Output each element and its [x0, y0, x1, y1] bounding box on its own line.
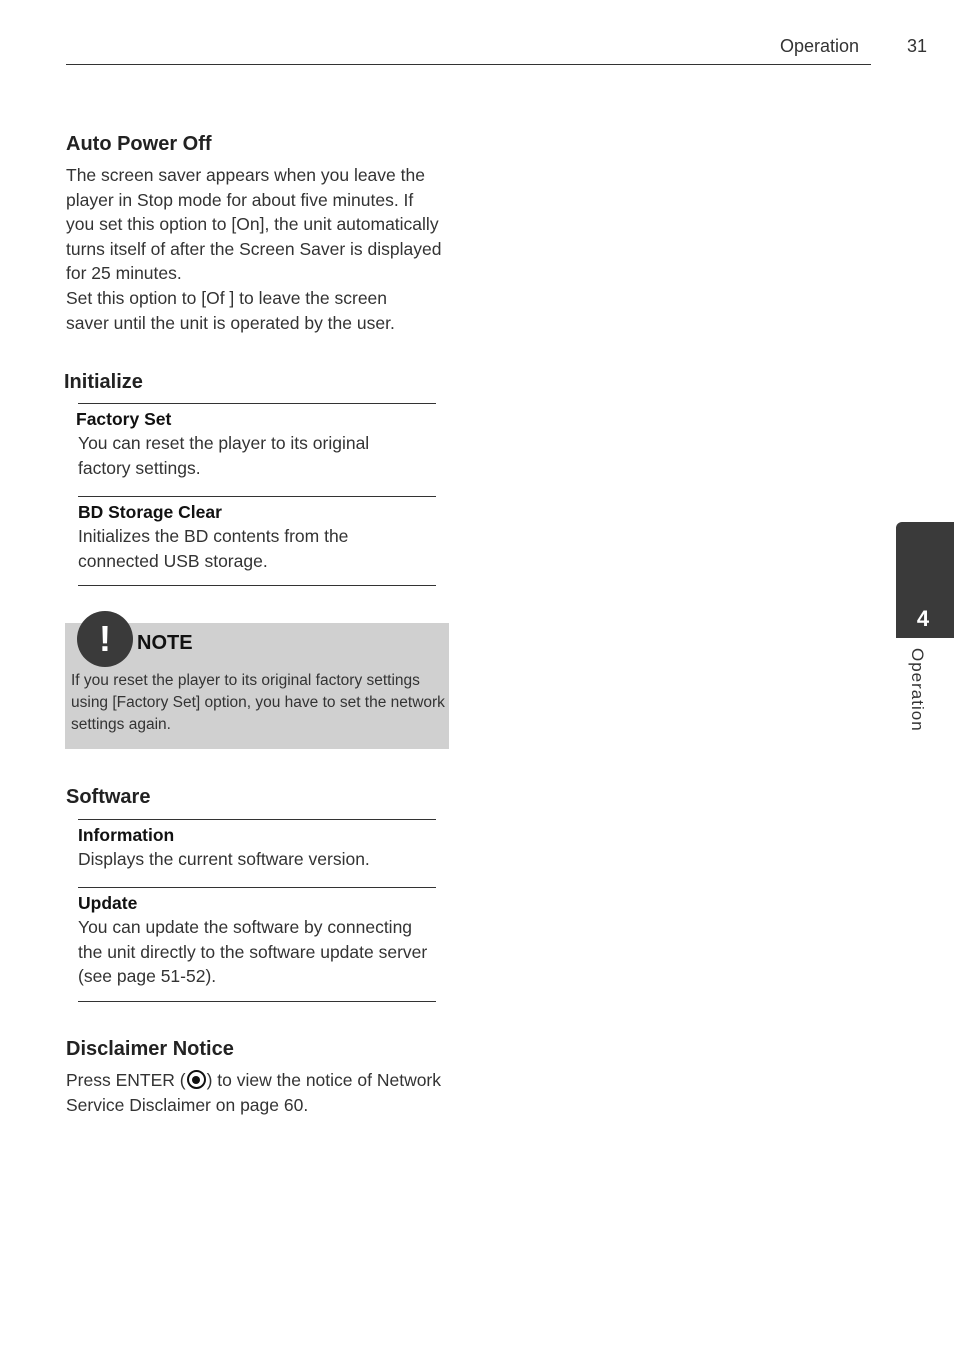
disclaimer-text-after: ) to view the notice of Network Service Disclaimer on page 60.	[66, 1070, 442, 1115]
software-rule-middle	[78, 887, 436, 888]
auto-power-off-paragraph-2: Set this option to [Of ] to leave the screen saver until the unit is operated by the user.	[66, 288, 395, 333]
auto-power-off-paragraph-1: The screen saver appears when you leave the player in Stop mode for about five minutes. If you set this option to [On], the unit automatically turns itself of after the Screen Saver is displayed for 25 minutes.	[66, 165, 442, 283]
factory-set-description: You can reset the player to its original factory settings.	[78, 433, 370, 478]
exclamation-icon: !	[77, 611, 133, 667]
chapter-number: 4	[916, 606, 930, 631]
disclaimer-text	[66, 1068, 456, 1117]
page-number: 31	[907, 36, 928, 56]
information-item	[78, 823, 436, 872]
update-title: Update	[78, 893, 138, 913]
auto-power-off-heading: Auto Power Off	[66, 133, 212, 155]
bd-storage-clear-title: BD Storage Clear	[78, 502, 222, 522]
enter-icon	[187, 1070, 206, 1089]
chapter-label: Operation	[908, 648, 927, 732]
note-label: NOTE	[137, 632, 193, 654]
header-divider	[66, 64, 871, 65]
note-text: If you reset the player to its original factory settings using [Factory Set] option, you have to set the network settings again.	[71, 672, 445, 733]
initialize-rule-top	[78, 403, 436, 404]
software-heading: Software	[66, 786, 151, 808]
bd-storage-clear-item	[78, 500, 436, 573]
disclaimer-text-before: Press ENTER (	[66, 1070, 186, 1090]
initialize-heading: Initialize	[64, 371, 143, 393]
header-section-title: Operation	[780, 36, 860, 56]
update-item	[78, 891, 436, 989]
initialize-rule-middle	[78, 496, 436, 497]
disclaimer-heading: Disclaimer Notice	[66, 1038, 234, 1060]
factory-set-title: Factory Set	[76, 409, 172, 429]
information-description: Displays the current software version.	[78, 849, 370, 869]
software-rule-top	[78, 819, 436, 820]
information-title: Information	[78, 825, 175, 845]
factory-set-item	[76, 407, 434, 480]
update-description: You can update the software by connecting the unit directly to the software update server (see page 51-52).	[78, 917, 428, 986]
software-rule-bottom	[78, 1001, 436, 1002]
bd-storage-clear-description: Initializes the BD contents from the connected USB storage.	[78, 526, 349, 571]
initialize-rule-bottom	[78, 585, 436, 586]
